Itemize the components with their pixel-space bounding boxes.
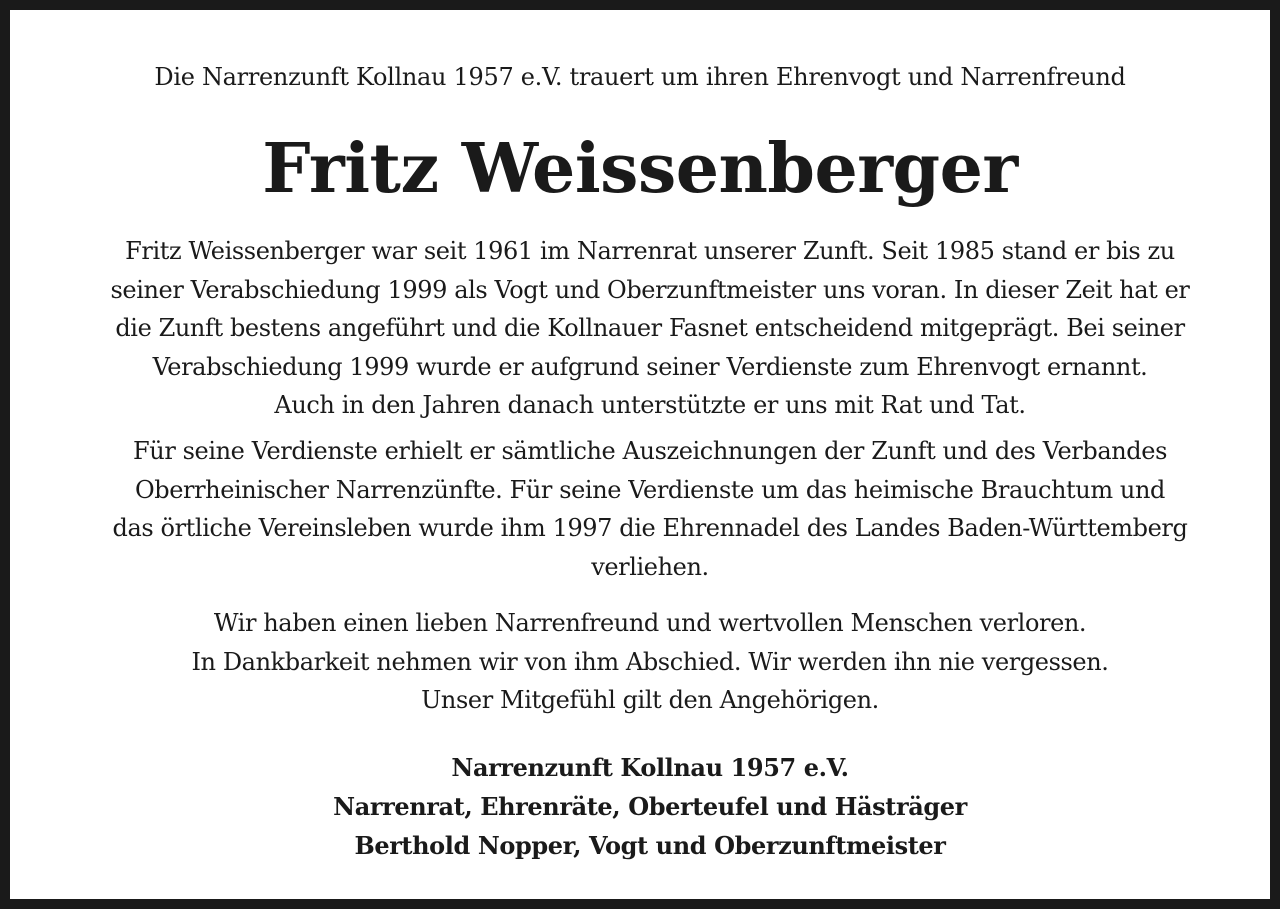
signature-line: Berthold Nopper, Vogt und Oberzunftmeister <box>354 831 946 860</box>
text-line: Für seine Verdienste erhielt er sämtliche Auszeichnungen der Zunft und des Verbandes <box>133 437 1167 465</box>
text-line: Unser Mitgefühl gilt den Angehörigen. <box>421 686 879 714</box>
text-line: Wir haben einen lieben Narrenfreund und wertvollen Menschen verloren. <box>213 609 1087 637</box>
intro-line: Die Narrenzunft Kollnau 1957 e.V. trauert um ihren Ehrenvogt und Narrenfreund <box>154 63 1126 91</box>
paragraph-farewell <box>70 604 1230 720</box>
text-line: seiner Verabschiedung 1999 als Vogt und Oberzunftmeister uns voran. In dieser Zeit hat er <box>110 275 1190 304</box>
text-line: die Zunft bestens angeführt und die Kollnauer Fasnet entscheidend mitgeprägt. Bei seiner <box>115 314 1185 342</box>
text-line: verliehen. <box>591 552 709 581</box>
deceased-name: Fritz Weissenberger <box>262 129 1018 209</box>
signature-block <box>70 748 1230 865</box>
paragraph-awards <box>70 432 1230 586</box>
text-line: Oberrheinischer Narrenzünfte. Für seine Verdienste um das heimische Brauchtum und <box>134 475 1166 504</box>
signature-line: Narrenzunft Kollnau 1957 e.V. <box>451 753 849 782</box>
text-line: In Dankbarkeit nehmen wir von ihm Abschied. Wir werden ihn nie vergessen. <box>191 647 1109 676</box>
signature-line: Narrenrat, Ehrenräte, Oberteufel und Hästräger <box>333 792 967 821</box>
text-line: das örtliche Vereinsleben wurde ihm 1997 die Ehrennadel des Landes Baden-Württemberg <box>112 514 1188 542</box>
paragraph-career <box>70 232 1230 425</box>
text-line: Verabschiedung 1999 wurde er aufgrund seiner Verdienste zum Ehrenvogt ernannt. <box>152 352 1148 381</box>
text-line: Fritz Weissenberger war seit 1961 im Narrenrat unserer Zunft. Seit 1985 stand er bis zu <box>125 237 1175 265</box>
text-line: Auch in den Jahren danach unterstützte er uns mit Rat und Tat. <box>274 391 1026 419</box>
